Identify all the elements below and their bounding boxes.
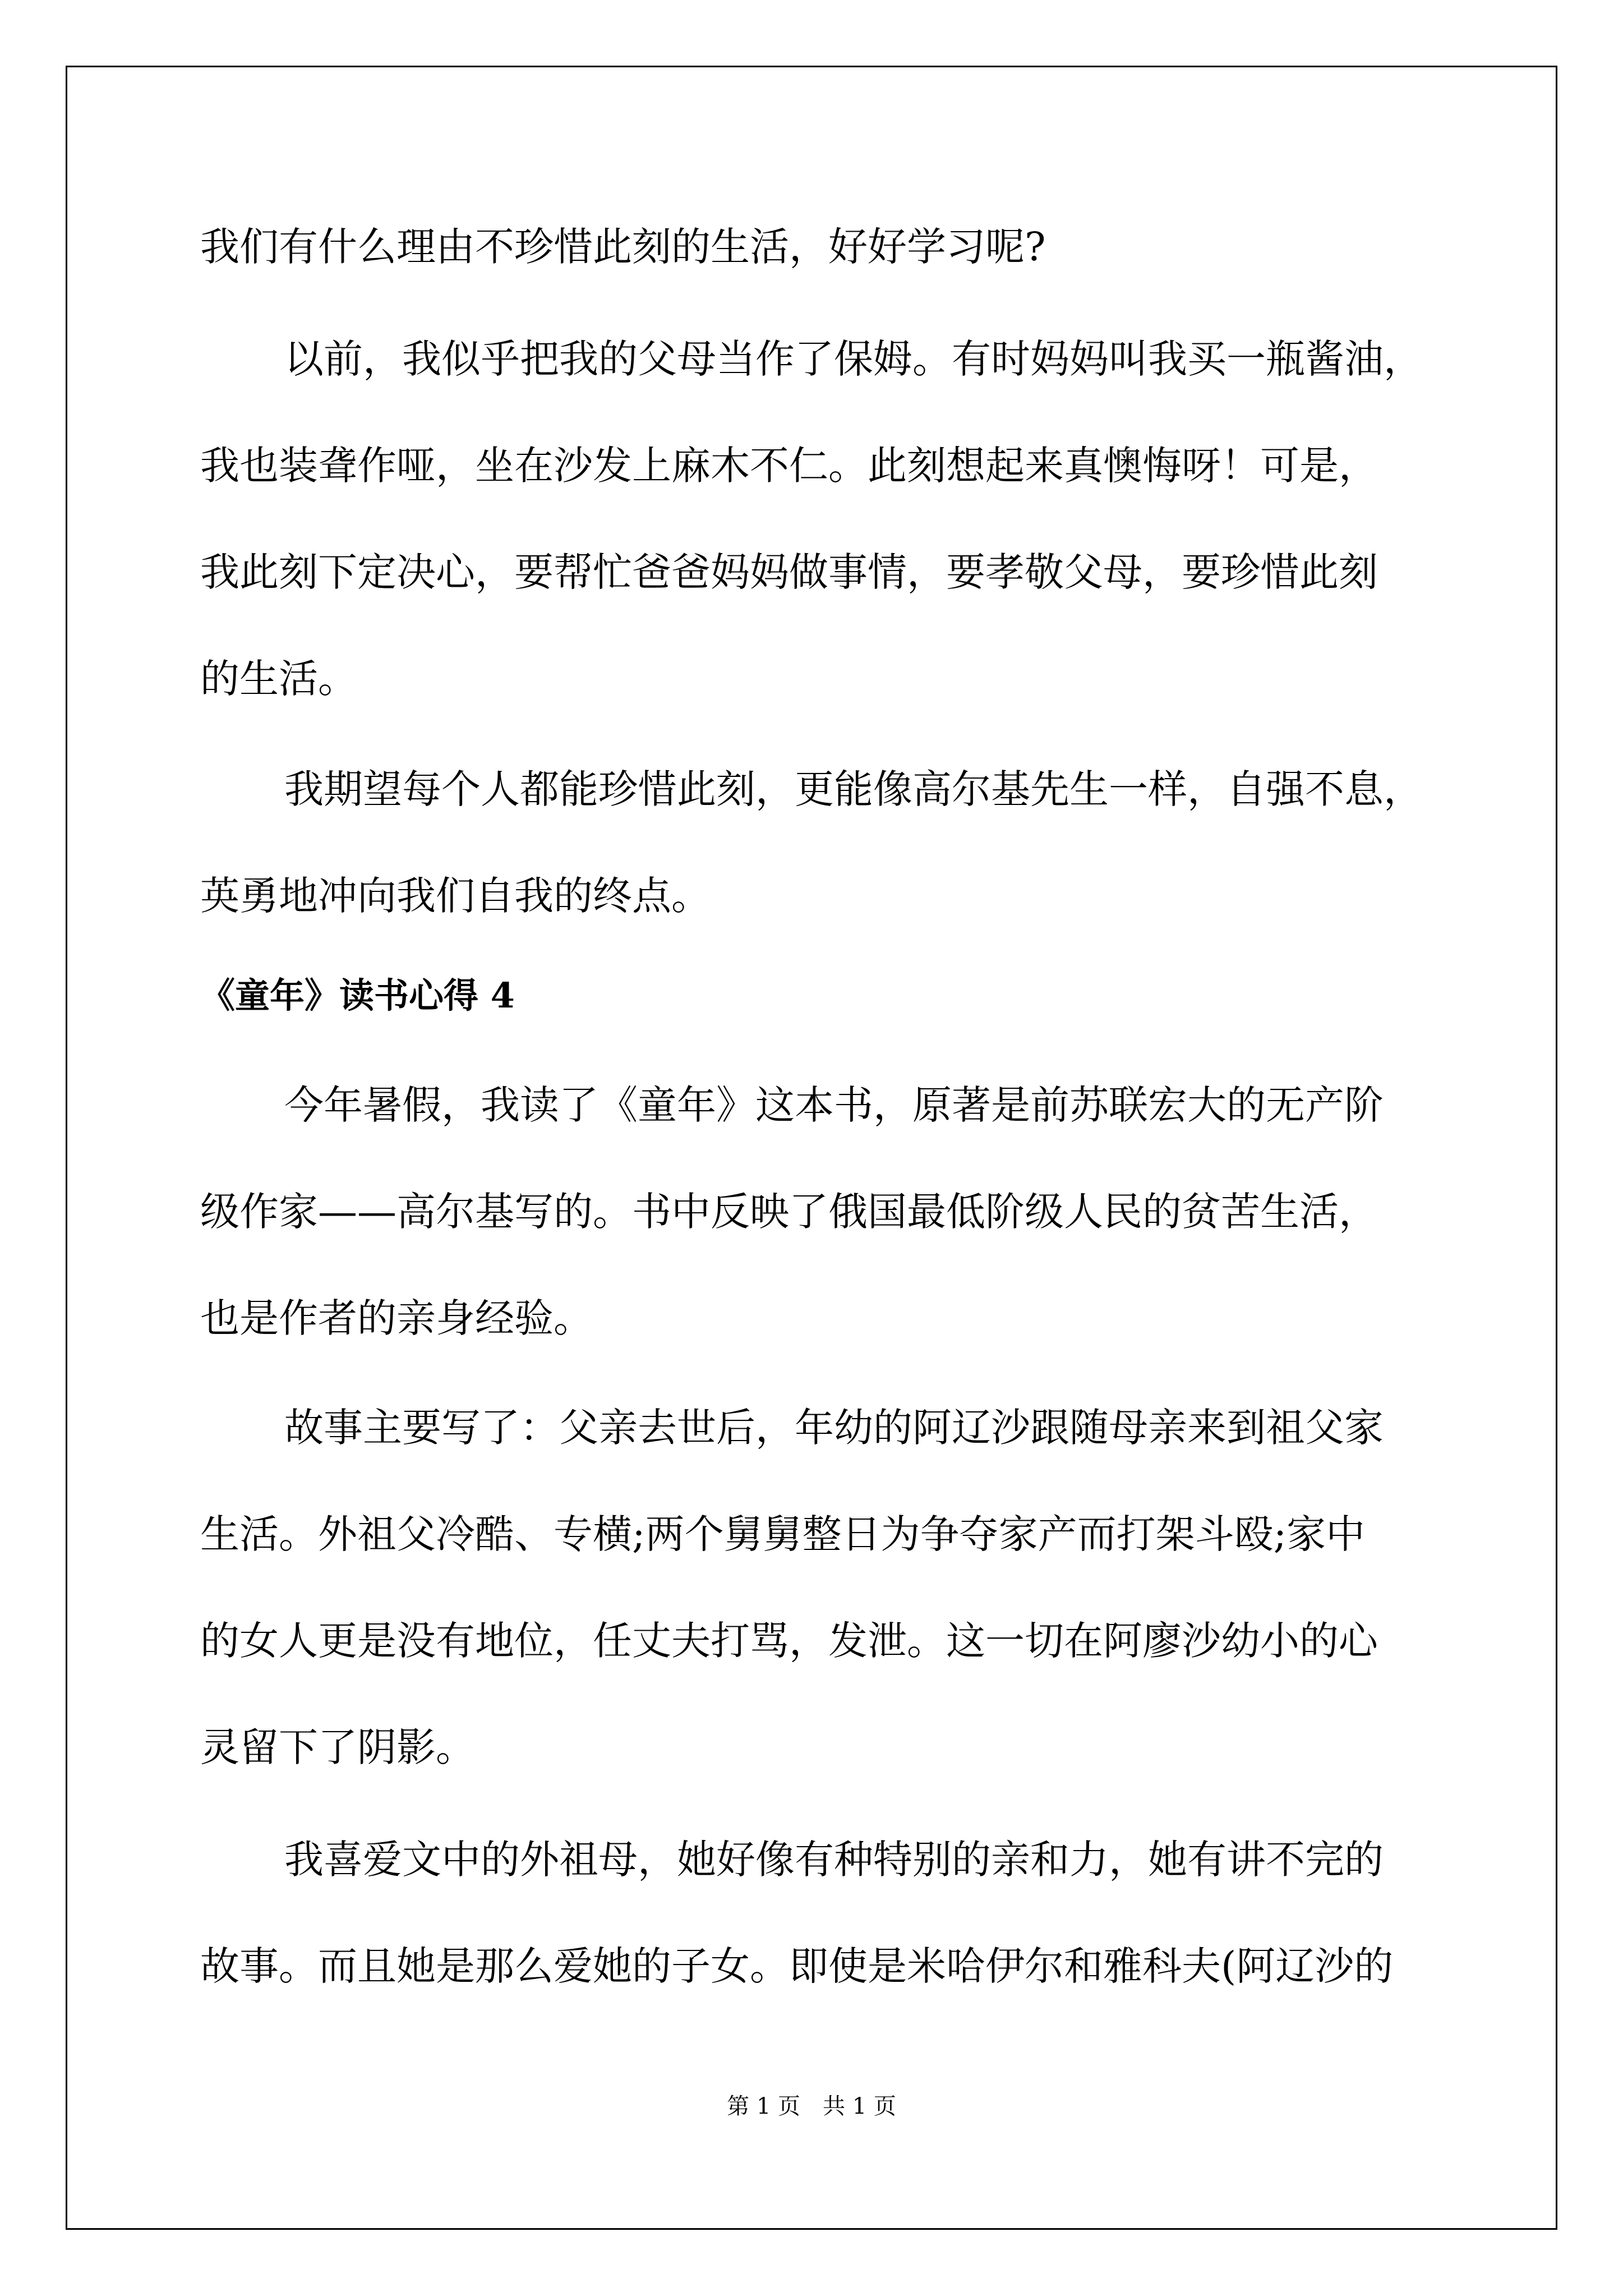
text-line-7: 英勇地冲向我们自我的终点。 [200,873,711,919]
text-line-16: 故事。而且她是那么爱她的子女。即使是米哈伊尔和雅科夫(阿辽沙的 [200,1943,1394,1989]
text-line-15: 我喜爱文中的外祖母，她好像有种特别的亲和力，她有讲不完的 [284,1837,1384,1883]
text-line-5: 的生活。 [200,656,357,702]
text-line-6: 我期望每个人都能珍惜此刻，更能像高尔基先生一样，自强不息， [284,766,1423,812]
text-line-11: 故事主要写了：父亲去世后，年幼的阿辽沙跟随母亲来到祖父家 [284,1405,1384,1451]
text-line-9: 级作家——高尔基写的。书中反映了俄国最低阶级人民的贫苦生活， [200,1189,1378,1235]
text-line-10: 也是作者的亲身经验。 [200,1295,593,1341]
text-line-1: 我们有什么理由不珍惜此刻的生活，好好学习呢? [200,224,1046,270]
page-border [66,66,1557,2230]
page-number-footer: 第 1 页 共 1 页 [727,2093,896,2119]
text-line-13: 的女人更是没有地位，任丈夫打骂，发泄。这一切在阿廖沙幼小的心 [200,1618,1378,1664]
text-line-4: 我此刻下定决心，要帮忙爸爸妈妈做事情，要孝敬父母，要珍惜此刻 [200,549,1378,595]
text-line-2: 以前，我似乎把我的父母当作了保姆。有时妈妈叫我买一瓶酱油， [284,336,1423,382]
text-line-12: 生活。外祖父冷酷、专横;两个舅舅整日为争夺家产而打架斗殴;家中 [200,1511,1366,1557]
text-line-3: 我也装聋作哑，坐在沙发上麻木不仁。此刻想起来真懊悔呀！可是， [200,443,1378,489]
text-line-8: 今年暑假，我读了《童年》这本书，原著是前苏联宏大的无产阶 [284,1082,1384,1128]
section-heading: 《童年》读书心得 4 [200,975,515,1016]
text-line-14: 灵留下了阴影。 [200,1724,475,1770]
